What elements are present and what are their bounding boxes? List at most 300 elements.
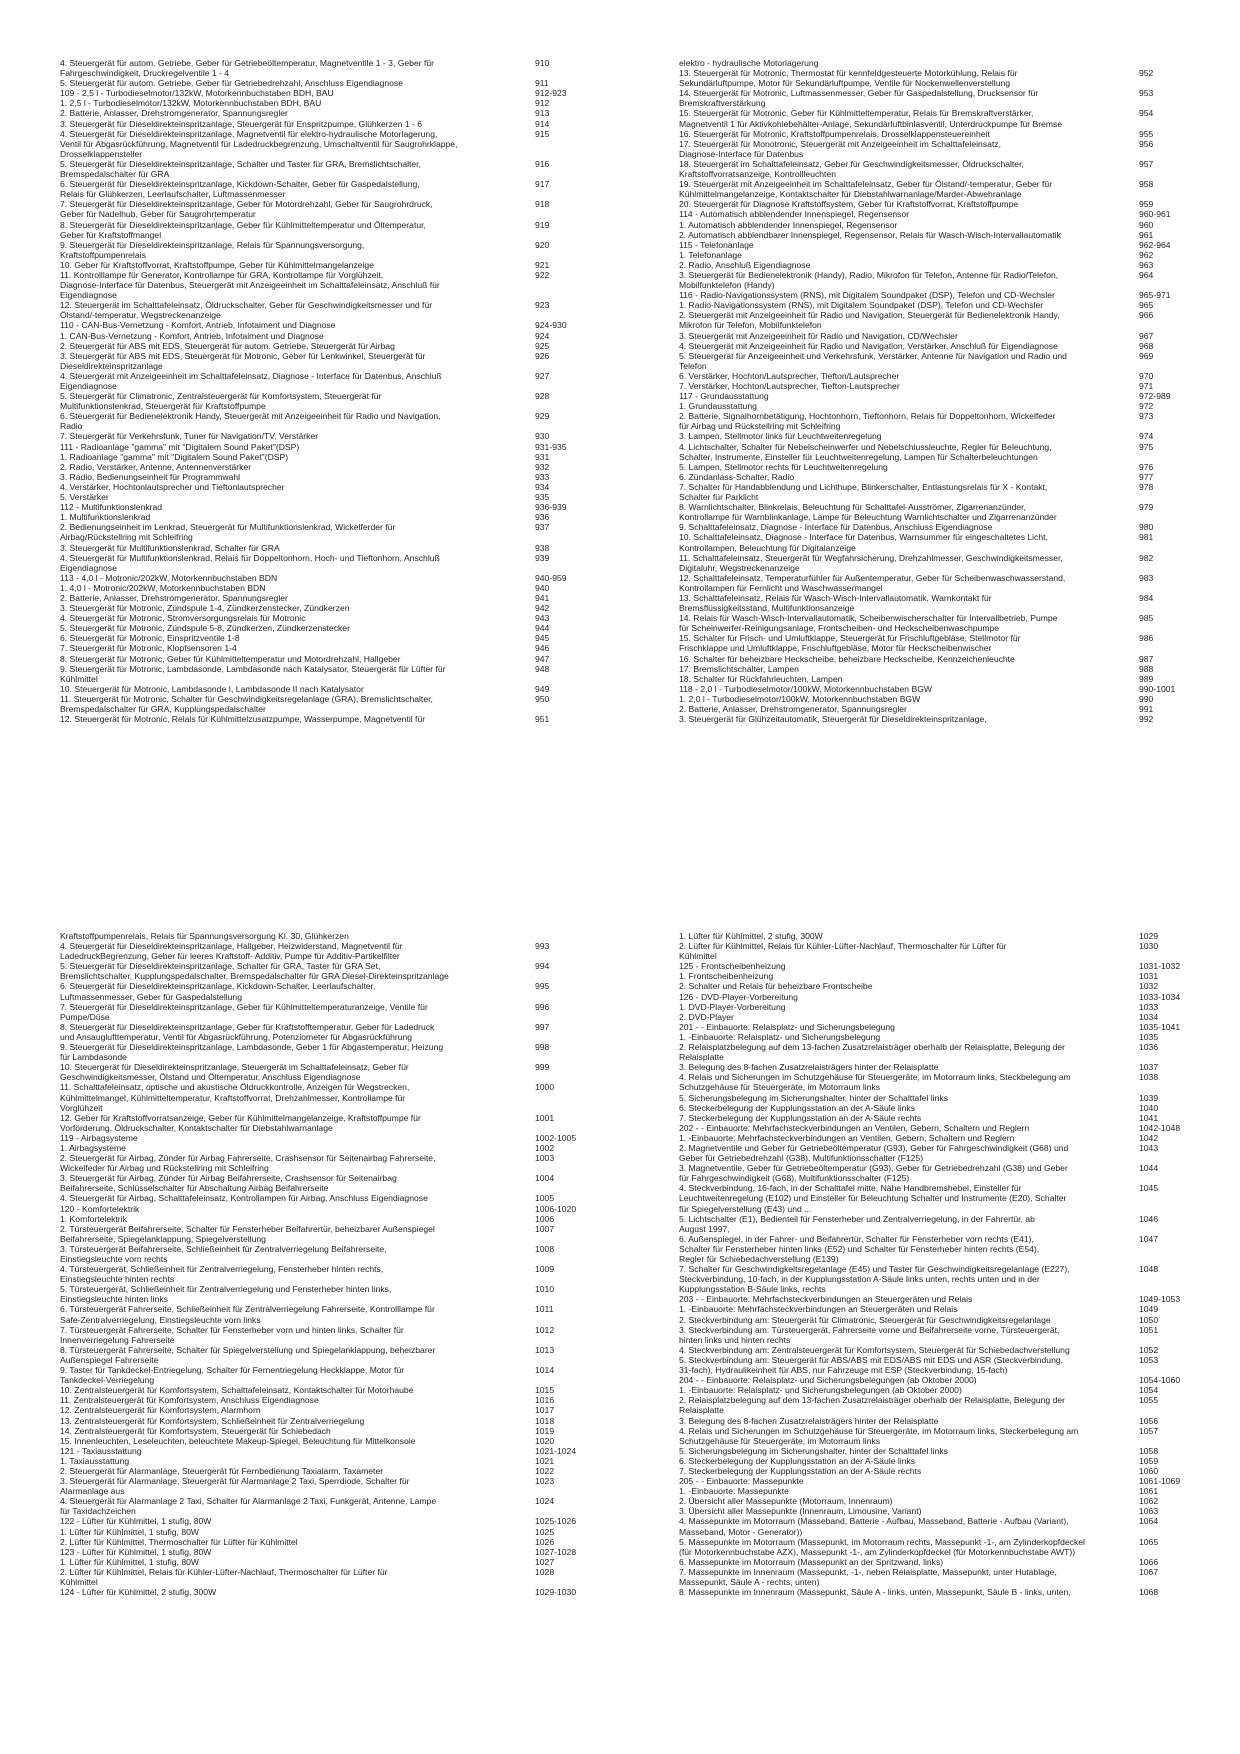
toc-page-number: 1061 — [1139, 1486, 1159, 1497]
toc-row — [679, 1496, 1201, 1506]
toc-entry-text: 4. Steuergerät für Dieseldirekteinspritzanlage, Hallgeber, Heizwiderstand, Magnetventil für — [60, 941, 403, 952]
toc-row — [60, 230, 597, 240]
toc-entry-text: Beifahrerseite, Spiegelanklappung, Spiegelverstellung — [60, 1233, 266, 1244]
toc-row — [60, 1062, 597, 1072]
toc-page-number: 941 — [535, 592, 550, 603]
toc-page-number: 1033 — [1139, 1001, 1159, 1012]
toc-row — [679, 240, 1201, 250]
toc-entry-text: 9. Steuergerät für Motronic, Lambdasonde, Lambdasonde nach Katalysator, Steuergerät für Lüfter für — [60, 663, 446, 674]
toc-page-number: 1042 — [1139, 1132, 1159, 1143]
toc-page-number: 1035 — [1139, 1031, 1159, 1042]
toc-entry-text: Bremslichtschalter, Kupplungspedalschalter, Bremspedalschalter für GRA Diesel-Direkteinspritzanlage — [60, 971, 449, 982]
toc-row — [679, 1214, 1201, 1224]
toc-page-number: 1027-1028 — [535, 1546, 577, 1557]
toc-page-number: 950 — [535, 693, 550, 704]
toc-row — [60, 532, 597, 542]
toc-page-number: 1006 — [535, 1213, 555, 1224]
toc-row — [60, 1274, 597, 1284]
toc-row — [679, 310, 1201, 320]
toc-entry-text: Mikrofon für Telefon, Mobilfunktelefon — [679, 320, 822, 331]
toc-entry-text: 7. Türsteuergerät Fahrerseite, Schalter für Fensterheber vorn und hinten links, Schalter für — [60, 1324, 404, 1335]
toc-entry-text: 1. 2,5 l - Turbodieselmotor/132kW, Motorkennbuchstaben BDH, BAU — [60, 98, 322, 109]
toc-entry-text: Leuchtweitenregelung (E102) und Einsteller für Beleuchtung Schalter und Instrumente (E20), Schalter — [679, 1193, 1067, 1204]
toc-entry-text: Vorförderung, Öldruckschalter, Kontaktschalter für Diebstahlwarnanlage — [60, 1122, 333, 1133]
toc-entry-text: Radio — [60, 421, 83, 432]
toc-row — [679, 1022, 1201, 1032]
toc-entry-text: 5. Lichtschalter (E1), Bedienteil für Fensterheber und Zentralverriegelung, in der Fahrertür, ab — [679, 1213, 1035, 1224]
toc-entry-text: 8. Warnlichtschalter, Blinkrelais, Beleuchtung für Schalttafel-Ausströmer, Zigarrenanzünder, — [679, 502, 1026, 513]
toc-row — [60, 310, 597, 320]
toc-page-number: 1034 — [1139, 1011, 1159, 1022]
toc-page-number: 946 — [535, 643, 550, 654]
toc-page-number: 1031-1032 — [1139, 961, 1181, 972]
toc-entry-text: 202 - - Einbauorte: Mehrfachsteckverbindungen an Ventilen, Gebern, Schaltern und Reglern — [679, 1122, 1030, 1133]
toc-entry-text: Kontrollampen, Beleuchtung für Digitalanzeige — [679, 542, 856, 553]
toc-row — [679, 270, 1201, 280]
toc-entry-text: für Fahrgeschwindigkeit (G68), Multifunktionsschalter (F125) — [679, 1173, 910, 1184]
toc-entry-text: 5. Steuergerät für Climatronic, Zentralsteuergerät für Komfortsystem, Steuergerät für — [60, 391, 382, 402]
toc-entry-text: 111 - Radioanlage "gamma" mit "Digitalem Sound Paket"(DSP) — [60, 441, 300, 452]
toc-row — [679, 1093, 1201, 1103]
toc-entry-text: 3. Steuergerät für Bedienelektronik (Handy), Radio, Mikrofon für Telefon, Antenne für Radio/Telefon, — [679, 269, 1059, 280]
toc-row — [679, 1042, 1201, 1052]
toc-page-number: 1042-1048 — [1139, 1122, 1181, 1133]
toc-row — [60, 169, 597, 179]
toc-entry-text: Schutzgehäuse für Steuergeräte, im Motorraum links — [679, 1082, 881, 1093]
toc-row — [679, 1183, 1201, 1193]
toc-page-number: 924-930 — [535, 320, 567, 331]
toc-entry-text: 113 - 4,0 l - Motronic/202kW, Motorkennbuchstaben BDN — [60, 572, 278, 583]
toc-row — [60, 1395, 597, 1405]
toc-row — [60, 583, 597, 593]
toc-entry-text: 4. Steuergerät für Airbag, Schalttafeleinsatz, Kontrollampen für Airbag, Anschluss Eigendiagnose — [60, 1193, 428, 1204]
toc-entry-text: 2. Radio, Verstärker, Antenne, Antennenverstärker — [60, 461, 252, 472]
toc-page-number: 962-964 — [1139, 239, 1171, 250]
toc-page-number: 922 — [535, 269, 550, 280]
top-right-column — [679, 58, 1201, 791]
toc-page-number: 970 — [1139, 370, 1154, 381]
toc-entry-text: 3. Steuergerät für Glühzeitautomatik, Steuergerät für Dieseldirekteinspritzanlage, — [679, 714, 987, 725]
toc-page-number: 921 — [535, 259, 550, 270]
toc-page-number: 979 — [1139, 502, 1154, 513]
toc-row — [679, 971, 1201, 981]
toc-page-number: 1063 — [1139, 1506, 1159, 1517]
toc-row — [60, 1113, 597, 1123]
bottom-left-column — [60, 931, 597, 1710]
toc-page-number: 914 — [535, 118, 550, 129]
toc-page-number: 987 — [1139, 653, 1154, 664]
toc-page-number: 944 — [535, 623, 550, 634]
toc-page-number: 997 — [535, 1021, 550, 1032]
toc-page-number: 1013 — [535, 1344, 555, 1355]
toc-row — [679, 1456, 1201, 1466]
toc-row — [679, 351, 1201, 361]
toc-row — [60, 1123, 597, 1133]
toc-page-number: 958 — [1139, 179, 1154, 190]
toc-page-number: 952 — [1139, 68, 1154, 79]
toc-page-number: 1062 — [1139, 1496, 1159, 1507]
toc-page-number: 942 — [535, 603, 550, 614]
toc-row — [60, 1577, 597, 1587]
toc-entry-text: 2. Schalter und Relais für beheizbare Frontscheibe — [679, 981, 873, 992]
bottom-right-column — [679, 931, 1201, 1710]
toc-entry-text: Bremspedalschalter für GRA, Kupplungspedalschalter — [60, 704, 266, 714]
toc-row — [60, 361, 597, 371]
toc-row — [60, 452, 597, 462]
toc-page-number: 1054 — [1139, 1385, 1159, 1396]
toc-row — [60, 1325, 597, 1335]
toc-page-number: 1021-1024 — [535, 1445, 577, 1456]
toc-row — [60, 971, 597, 981]
toc-entry-text: 201 - - Einbauorte: Relaisplatz- und Sicherungsbelegung — [679, 1021, 895, 1032]
toc-row — [60, 654, 597, 664]
toc-page-number: 1027 — [535, 1556, 555, 1567]
toc-page-number: 972 — [1139, 401, 1154, 412]
toc-row — [679, 1264, 1201, 1274]
toc-entry-text: Einstiegsleuchte hinten links — [60, 1294, 168, 1305]
toc-page-number: 1038 — [1139, 1072, 1159, 1083]
toc-entry-text: 3. Belegung des 8-fachen Zusatzrelaisträgers hinter der Relaisplatte — [679, 1415, 939, 1426]
toc-entry-text: Kühlmittel — [60, 673, 98, 684]
toc-entry-text: 204 - - Einbauorte: Relaisplatz- und Sicherungsbelegungen (ab Oktober 2000) — [679, 1375, 977, 1386]
toc-entry-text: Luftmassenmesser, Geber für Gaspedalstellung — [60, 991, 242, 1002]
toc-entry-text: 120 - Komfortelektrik — [60, 1203, 140, 1214]
toc-entry-text: 7. Massepunkte im Innenraum (Massepunkt, -1-, neben Relaisplatte, Massepunkt, unter Hutablage, — [679, 1566, 1057, 1577]
toc-entry-text: für Airbag und Rückstellring mit Schleifring — [679, 421, 841, 432]
toc-page-number: 1020 — [535, 1435, 555, 1446]
toc-entry-text: 121 - Taxiausstattung — [60, 1445, 142, 1456]
toc-page-number: 1037 — [1139, 1062, 1159, 1073]
toc-entry-text: 2. Steuergerät mit Anzeigeeinheit für Radio und Navigation, Steuergerät für Bedienelektronik Handy, — [679, 310, 1060, 321]
toc-page-number: 926 — [535, 350, 550, 361]
toc-page-number: 976 — [1139, 461, 1154, 472]
toc-entry-text: 3. Belegung des 8-fachen Zusatzrelaisträgers hinter der Relaisplatte — [679, 1062, 939, 1073]
toc-page-number: 1047 — [1139, 1233, 1159, 1244]
toc-entry-text: 9. Steuergerät für Dieseldirekteinspritzanlage, Relais für Spannungsversorgung, — [60, 239, 365, 250]
toc-entry-text: 13. Zentralsteuergerät für Komfortsystem, Schließeinheit für Zentralverriegelung — [60, 1415, 365, 1426]
toc-row — [679, 1325, 1201, 1335]
toc-entry-text: 19. Steuergerät mit Anzeigeeinheit im Schalttafeleinsatz, Geber für Ölstand/-temperatur, Geber für — [679, 179, 1053, 190]
toc-row — [60, 1567, 597, 1577]
toc-entry-text: Multifunktionslenkrad, Steuergerät für Kraftstoffpumpe — [60, 401, 266, 412]
toc-entry-text: (für Motorkennbuchstabe AZX), Massepunkt -1-, am Zylinderkopfdeckel (für Motorkennbuchstabe AWT)) — [679, 1546, 1076, 1557]
toc-entry-text: 4. Steuergerät für Motronic, Stromversorgungsrelais für Motronic — [60, 613, 306, 624]
toc-page-number: 1004 — [535, 1173, 555, 1184]
toc-row — [679, 230, 1201, 240]
toc-entry-text: Diagnose-Interface für Datenbus — [679, 148, 804, 159]
toc-row — [60, 1244, 597, 1254]
toc-entry-text: Telefon — [679, 360, 707, 371]
toc-entry-text: Bremsflüssigkeitsstand, Multifunktionsanzeige — [679, 603, 855, 614]
toc-entry-text: 4. Verstärker, Hochtonlautsprecher und Tieftonlautsprecher — [60, 481, 285, 492]
toc-row — [60, 1143, 597, 1153]
toc-row — [679, 1284, 1201, 1294]
toc-row — [60, 1163, 597, 1173]
toc-row — [60, 1294, 597, 1304]
toc-entry-text: 10. Steuergerät für Dieseldirekteinspritzanlage, Steuergerät im Schalttafeleinsatz, Geber für — [60, 1062, 409, 1073]
toc-entry-text: Kontrollampe für Warnblinkanlage, Lampe für Beleuchtung Warnlichtschalter und Zigarrenanzünder — [679, 512, 1057, 523]
toc-page-number: 931 — [535, 451, 550, 462]
toc-entry-text: Kühlmittel — [60, 1577, 98, 1587]
toc-row — [60, 502, 597, 512]
toc-row — [60, 1133, 597, 1143]
toc-row — [60, 1304, 597, 1314]
toc-entry-text: 6. Außenspiegel, in der Fahrer- und Beifahrertür, Schalter für Fensterheber vorn rechts (E41), — [679, 1233, 1034, 1244]
toc-page-number: 1040 — [1139, 1102, 1159, 1113]
toc-row — [60, 1042, 597, 1052]
toc-page-number: 1065 — [1139, 1536, 1159, 1547]
toc-page-number: 948 — [535, 663, 550, 674]
toc-entry-text: 6. Türsteuergerät Fahrerseite, Schließeinheit für Zentralverriegelung Fahrerseite, Kontrolllampe für — [60, 1304, 435, 1315]
toc-entry-text: 1. 4,0 l - Motronic/202kW, Motorkennbuchstaben BDN — [60, 582, 266, 593]
toc-row — [60, 139, 597, 149]
toc-page-number: 1044 — [1139, 1163, 1159, 1174]
toc-row — [60, 1436, 597, 1446]
toc-entry-text: 1. Airbagsysteme — [60, 1142, 126, 1153]
toc-entry-text: 2. Übersicht aller Massepunkte (Motorraum, Innenraum) — [679, 1496, 893, 1507]
toc-entry-text: 1. Automatisch abblendender Innenspiegel, Regensensor — [679, 219, 898, 230]
toc-entry-text: 126 - DVD-Player-Vorbereitung — [679, 991, 798, 1002]
toc-entry-text: 17. Bremslichtschalter, Lampen — [679, 663, 799, 674]
toc-row — [60, 391, 597, 401]
toc-entry-text: Bremspedalschalter für GRA — [60, 169, 170, 180]
toc-entry-text: 10. Steuergerät für Motronic, Lambdasonde I, Lambdasonde II nach Katalysator — [60, 683, 364, 694]
toc-row — [679, 1476, 1201, 1486]
toc-entry-text: Eigendiagnose — [60, 381, 117, 391]
toc-row — [679, 694, 1201, 704]
toc-entry-text: 9. Steuergerät für Dieseldirekteinspritzanlage, Lambdasonde, Geber 1 für Abgastemperatur, Heizung — [60, 1042, 444, 1053]
toc-entry-text: 10. Schalttafeleinsatz, Diagnose - Interface für Datenbus, Warnsummer für eingeschaltetes Licht, — [679, 532, 1048, 543]
toc-row — [60, 179, 597, 189]
toc-page-number: 983 — [1139, 572, 1154, 583]
toc-page-number: 940 — [535, 582, 550, 593]
toc-entry-text: 8. Steuergerät für Dieseldirekteinspritzanlage, Geber für Kühlmitteltemperatur und Öltemperatur, — [60, 219, 426, 230]
toc-row — [60, 643, 597, 653]
toc-entry-text: 7. Steckerbelegung der Kupplungsstation an der A-Säule rechts — [679, 1112, 922, 1123]
toc-entry-text: 18. Schalter für Rückfahrleuchten, Lampen — [679, 673, 843, 684]
toc-entry-text: 12. Schalttafeleinsatz, Temperaturfühler für Außentemperatur, Geber für Scheibenwaschwasserstand, — [679, 572, 1066, 583]
toc-row — [679, 1436, 1201, 1446]
toc-page-number: 1032 — [1139, 981, 1159, 992]
toc-entry-text: 8. Steuergerät für Dieseldirekteinspritzanlage, Geber für Kraftstofftemperatur, Geber für Ladedruck — [60, 1021, 435, 1032]
toc-row — [60, 1193, 597, 1203]
toc-page-number: 968 — [1139, 340, 1154, 351]
toc-row — [679, 1244, 1201, 1254]
toc-row — [60, 704, 597, 714]
toc-page-number: 938 — [535, 542, 550, 553]
toc-row — [60, 401, 597, 411]
toc-page-number: 1011 — [535, 1304, 554, 1315]
toc-row — [679, 992, 1201, 1002]
toc-page-number: 916 — [535, 158, 550, 169]
toc-page-number: 943 — [535, 613, 550, 624]
toc-page-number: 984 — [1139, 592, 1154, 603]
toc-entry-text: 7. Steuergerät für Dieseldirekteinspritzanlage, Geber für Kühlmitteltemperaturanzeige, Ventile für — [60, 1001, 428, 1012]
toc-entry-text: 4. Steuergerät mit Anzeigeeinheit für Radio und Navigation, Verstärker, Anschluß für Eigendiagnose — [679, 340, 1058, 351]
toc-row — [679, 442, 1201, 452]
toc-entry-text: 6. Steuergerät für Bedienelektronik Handy, Steuergerät mit Anzeigeeinheit für Radio und Navigation, — [60, 411, 441, 422]
toc-page-number: 927 — [535, 370, 550, 381]
toc-entry-text: Ventil für Abgasrückführung, Magnetventil für Ladedruckbegrenzung, Umschaltventil für Saugrohrklappe, — [60, 138, 458, 149]
toc-entry-text: 5. Steuergerät für Dieseldirekteinspritzanlage, Schalter und Taster für GRA, Bremslichtschalter, — [60, 158, 421, 169]
toc-entry-text: Eigendiagnose — [60, 562, 117, 573]
toc-entry-text: 6. Massepunkte im Motorraum (Massepunkt an der Spritzwand, links) — [679, 1556, 944, 1567]
toc-row — [679, 1103, 1201, 1113]
toc-row — [60, 462, 597, 472]
toc-row — [60, 1537, 597, 1547]
toc-row — [60, 351, 597, 361]
toc-entry-text: 3. Steuergerät für Alarmanlage, Steuergerät für Alarmanlage 2 Taxi, Sperrdiode, Schalter für — [60, 1476, 410, 1487]
toc-entry-text: Drosselklappensteller — [60, 148, 143, 159]
toc-row — [679, 189, 1201, 199]
toc-row — [60, 603, 597, 613]
toc-entry-text: 1. Multifunktionslenkrad — [60, 512, 151, 523]
toc-entry-text: 117 - Grundausstattung — [679, 391, 769, 402]
toc-entry-text: Einstiegsleuchte vorn rechts — [60, 1254, 168, 1264]
toc-row — [60, 1365, 597, 1375]
toc-entry-text: 14. Steuergerät für Motronic, Luftmassenmesser, Geber für Gaspedalstellung, Drucksensor für — [679, 88, 1039, 99]
toc-page-number: 1007 — [535, 1223, 555, 1234]
toc-entry-text: Wickelfeder für Airbag und Rückstellring mit Schleifring — [60, 1163, 269, 1174]
toc-entry-text: 2. Steuergerät für ABS mit EDS, Steuergerät für autom. Getriebe, Steuergerät für Airbag — [60, 340, 395, 351]
toc-page-number: 963 — [1139, 259, 1154, 270]
toc-row — [679, 1375, 1201, 1385]
toc-entry-text: Digitaluhr, Wegstreckenanzeige — [679, 562, 800, 573]
toc-entry-text: LadedruckBegrenzung, Geber für leeres Kraftstoff- Additiv, Pumpe für Additiv-Partikelfilter — [60, 951, 400, 962]
toc-page-number: 956 — [1139, 138, 1154, 149]
toc-page-number: 947 — [535, 653, 550, 664]
toc-page-number: 1029 — [1139, 931, 1159, 941]
toc-entry-text: 2. Batterie, Anlasser, Drehstromgenerator, Spannungsregler — [60, 592, 288, 603]
toc-row — [679, 1365, 1201, 1375]
toc-row — [60, 931, 597, 941]
toc-entry-text: 1. CAN-Bus-Vernetzung - Komfort, Antrieb, Infotaiment und Diagnose — [60, 330, 324, 341]
toc-row — [679, 623, 1201, 633]
toc-entry-text: Massepunkt, Säule A - rechts, unten) — [679, 1577, 820, 1587]
toc-entry-text: 5. Steckverbindung am: Steuergerät für ABS/ABS mit EDS/ABS mit EDS und ASR (Steckverbindung, — [679, 1354, 1064, 1365]
toc-entry-text: 13. Steuergerät für Motronic, Thermostat für kennfeldgesteuerte Motorkühlung, Relais für — [679, 68, 1018, 79]
toc-row — [60, 623, 597, 633]
toc-row — [679, 1395, 1201, 1405]
toc-page-number: 1001 — [535, 1112, 555, 1123]
toc-entry-text: 116 - Radio-Navigationssystem (RNS), mit Digitalem Soundpaket (DSP), Telefon und CD-Wechsler — [679, 290, 1055, 301]
toc-row — [679, 1012, 1201, 1022]
toc-page-number: 957 — [1139, 158, 1154, 169]
toc-entry-text: 1. Lüfter für Kühlmittel, 1 stufig, 80W — [60, 1526, 199, 1537]
toc-entry-text: 5. Verstärker — [60, 492, 109, 503]
toc-row — [679, 220, 1201, 230]
toc-entry-text: 1. Radioanlage "gamma" mit "Digitalem Sound Paket"(DSP) — [60, 451, 289, 462]
toc-page-number: 985 — [1139, 613, 1154, 624]
toc-entry-text: 3. Übersicht aller Massepunkte (Innenraum, Limousine, Variant) — [679, 1506, 922, 1517]
toc-row — [679, 684, 1201, 694]
toc-row — [679, 1123, 1201, 1133]
toc-row — [60, 981, 597, 991]
toc-entry-text: 6. Steckerbelegung der Kupplungsstation an der A-Säule links — [679, 1102, 916, 1113]
toc-page-number: 1024 — [535, 1496, 555, 1507]
toc-entry-text: 5. Massepunkte im Motorraum (Massepunkt, im Motorraum rechts, Massepunkt -1-, am Zylinderkopfdeckel — [679, 1536, 1085, 1547]
toc-entry-text: 16. Steuergerät für Motronic, Kraftstoffpumpenrelais, Drosselklappensteuereinheit — [679, 128, 990, 139]
toc-entry-text: 3. Steuergerät für Multifunktionslenkrad, Schalter für GRA — [60, 542, 280, 553]
toc-entry-text: 1. -Einbauorte: Relaisplatz- und Sicherungsbelegungen (ab Oktober 2000) — [679, 1385, 962, 1396]
toc-entry-text: für Spiegelverstellung (E43) und ... — [679, 1203, 812, 1214]
toc-entry-text: 119 - Airbagsysteme — [60, 1132, 138, 1143]
toc-row — [679, 250, 1201, 260]
toc-entry-text: 4. Steuergerät für autom. Getriebe, Geber für Getriebeöltemperatur, Magnetventile 1 - 3, Geber für — [60, 58, 435, 68]
toc-page-number: 1036 — [1139, 1042, 1159, 1053]
toc-page-number: 937 — [535, 522, 550, 533]
toc-row — [679, 1416, 1201, 1426]
top-left-column — [60, 58, 597, 791]
toc-row — [679, 1153, 1201, 1163]
toc-entry-text: 4. Steuergerät für Dieseldirekteinspritzanlage, Magnetventil für elektro-hydraulische Motorlagerung, — [60, 128, 438, 139]
toc-entry-text: 11. Steuergerät für Motronic, Schalter für Geschwindigkeitsregelanlage (GRA), Bremslichtschalter, — [60, 693, 433, 704]
toc-page-number: 1029-1030 — [535, 1587, 577, 1598]
toc-row — [60, 543, 597, 553]
toc-entry-text: Vorglühzeit — [60, 1102, 103, 1113]
toc-page-number: 995 — [535, 981, 550, 992]
toc-entry-text: 4. Steckverbindung am: Zentralsteuergerät für Komfortsystem, Steuergerät für Schiebedachverstellung — [679, 1344, 1070, 1355]
toc-page-number: 966 — [1139, 310, 1154, 321]
toc-page-number: 990 — [1139, 693, 1154, 704]
toc-row — [679, 1557, 1201, 1567]
toc-entry-text: Magnetventil 1 für Aktivkohlebehälter-Anlage, Sekundärluftbinlasventil, Unterdruckpumpe für Bremse — [679, 118, 1063, 129]
toc-entry-text: Außenspiegel Fahrerseite — [60, 1354, 159, 1365]
toc-page-number: 953 — [1139, 88, 1154, 99]
toc-row — [60, 1022, 597, 1032]
toc-entry-text: 1. Grundausstattung — [679, 401, 757, 412]
toc-entry-text: 5. Lampen, Stellmotor rechts für Leuchtweitenregelung — [679, 461, 888, 472]
toc-row — [60, 492, 597, 502]
toc-page-number: 1009 — [535, 1264, 555, 1275]
toc-entry-text: 12. Geber für Kraftstoffvorratsanzeige, Geber für Kühlmittelmangelanzeige, Kraftstoffpumpe für — [60, 1112, 421, 1123]
toc-row — [679, 643, 1201, 653]
toc-entry-text: Kupplungsstation B-Säule links, rechts — [679, 1284, 826, 1295]
toc-entry-text: Alarmanlage aus — [60, 1486, 125, 1497]
toc-row — [679, 371, 1201, 381]
toc-entry-text: 2. DVD-Player — [679, 1011, 734, 1022]
toc-row — [60, 1264, 597, 1274]
toc-row — [679, 553, 1201, 563]
toc-entry-text: 12. Steuergerät im Schalttafeleinsatz, Öldruckschalter, Geber für Geschwindigkeitsmesser und für — [60, 300, 433, 311]
toc-entry-text: Bremskraftverstärkung — [679, 98, 766, 109]
toc-page-number: 996 — [535, 1001, 550, 1012]
toc-row — [679, 1193, 1201, 1203]
toc-row — [60, 1103, 597, 1113]
toc-row — [60, 1405, 597, 1415]
toc-row — [679, 452, 1201, 462]
toc-entry-text: 3. Steuergerät mit Anzeigeeinheit für Radio und Navigation, CD/Wechsler — [679, 330, 958, 341]
toc-entry-text: 7. Steuergerät für Verkehrsfunk, Tuner für Navigation/TV, Verstärker — [60, 431, 319, 442]
toc-entry-text: Safe-Zentralverriegelung, Einstiegsleuchte vorn links — [60, 1314, 261, 1325]
toc-row — [679, 300, 1201, 310]
toc-row — [679, 1516, 1201, 1526]
toc-row — [679, 512, 1201, 522]
toc-row — [679, 1577, 1201, 1587]
toc-entry-text: 1. Telefonanlage — [679, 249, 742, 260]
toc-row — [60, 1254, 597, 1264]
toc-row — [60, 941, 597, 951]
toc-page-number: 988 — [1139, 663, 1154, 674]
toc-entry-text: 1. Komfortelektrik — [60, 1213, 127, 1224]
toc-row — [679, 1032, 1201, 1042]
toc-page-number: 911 — [535, 78, 549, 89]
toc-entry-text: Tankdeckel-Verriegelung — [60, 1375, 155, 1386]
toc-entry-text: 125 - Frontscheibenheizung — [679, 961, 786, 972]
toc-entry-text: 123 - Lüfter für Kühlmittel, 1 stufig, 80W — [60, 1546, 212, 1557]
toc-page-number: 1049 — [1139, 1304, 1159, 1315]
toc-entry-text: 3. Magnetventile, Geber für Getriebeöltemperatur (G93), Geber für Getriebedrehzahl (G38) und Geber — [679, 1163, 1068, 1174]
